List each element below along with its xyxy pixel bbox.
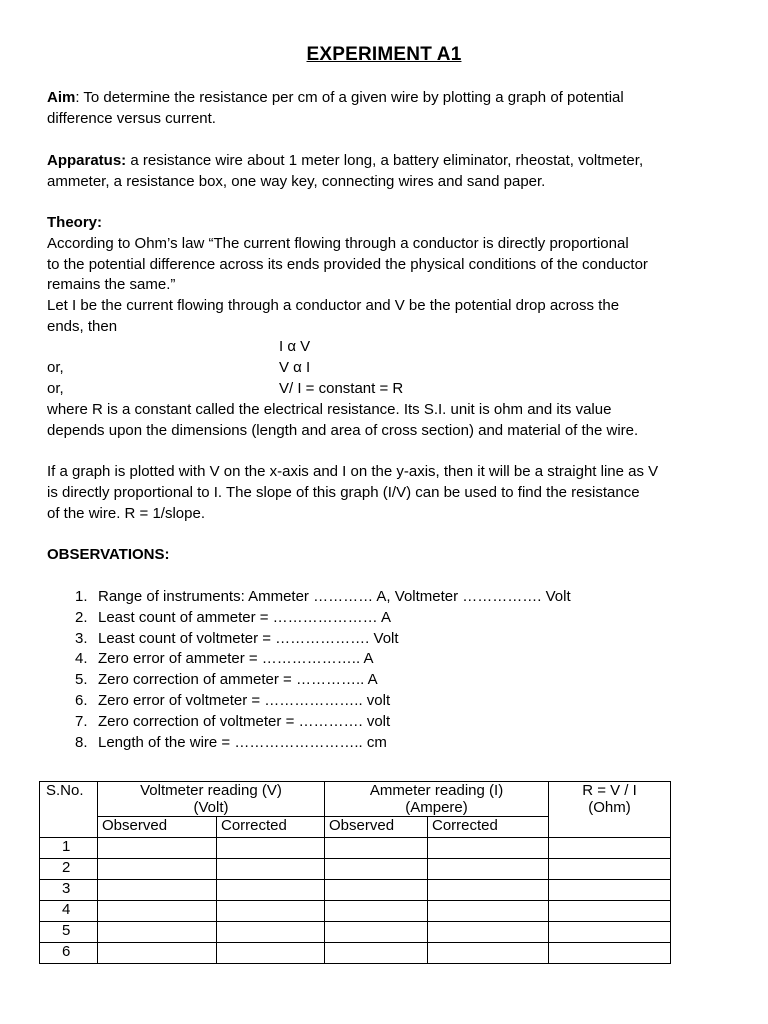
list-item-text: Least count of voltmeter = ………………. Volt [98,629,399,647]
table-row [40,943,671,964]
observations-heading: OBSERVATIONS: [47,546,170,563]
table-cell[interactable] [428,880,549,901]
graph-line-1: If a graph is plotted with V on the x-axis and I on the y-axis, then it will be a straight line as V [47,463,659,480]
header-ammeter [325,782,549,817]
table-cell[interactable] [549,880,671,901]
theory-line-5: ends, then [47,317,118,335]
list-item-text: Least count of ammeter = ………………… A [98,608,392,626]
theory-heading-line [47,213,737,234]
table-row [40,880,671,901]
equation-prefix: or, [47,380,64,397]
theory-line-2: to the potential difference across its ends provided the physical conditions of the conductor [47,255,648,273]
graph-line-2: is directly proportional to I. The slope of this graph (I/V) can be used to find the resistance [47,483,640,501]
definition-line-2: depends upon the dimensions (length and area of cross section) and material of the wire. [47,421,639,439]
header-voltmeter-line2: (Volt) [193,799,229,816]
graph-line-3: of the wire. R = 1/slope. [47,504,205,522]
apparatus-label: Apparatus: [47,152,127,169]
table-cell[interactable] [428,922,549,943]
list-item [75,608,571,629]
resistance-definition [47,400,737,442]
table-cell[interactable] [217,901,325,922]
apparatus-text-2: ammeter, a resistance box, one way key, connecting wires and sand paper. [47,172,546,190]
table-row [40,859,671,880]
table-cell[interactable] [98,922,217,943]
page-title: EXPERIMENT A1 [306,44,462,65]
table-cell[interactable] [428,901,549,922]
row-number: 5 [40,922,98,943]
list-item-text: Zero error of voltmeter = ……………….. volt [98,691,391,709]
table-cell[interactable] [549,838,671,859]
table-cell[interactable] [98,859,217,880]
list-item-number: 2. [75,608,88,626]
definition-line-1: where R is a constant called the electrical resistance. Its S.I. unit is ohm and its value [47,401,612,418]
theory-line-1: According to Ohm’s law “The current flowing through a conductor is directly proportional [47,234,629,252]
row-number: 1 [40,838,98,859]
list-item [75,649,571,670]
header-resistance-line1: R = V / I [582,782,637,799]
equation-row-3 [47,380,404,397]
list-item-number: 6. [75,691,88,709]
equation-expr: I α V [279,338,311,355]
list-item [75,670,571,691]
observations-list [75,587,571,753]
list-item [75,733,571,754]
list-item-text: Zero correction of ammeter = ………….. A [98,671,378,689]
list-item [75,691,571,712]
table-cell[interactable] [428,943,549,964]
subheader-i-observed: Observed [325,817,428,838]
subheader-v-corrected: Corrected [217,817,325,838]
row-number: 3 [40,880,98,901]
table-cell[interactable] [549,859,671,880]
table-cell[interactable] [325,838,428,859]
table-row [40,901,671,922]
observations-heading-wrap [47,545,737,566]
list-item [75,587,571,608]
graph-paragraph [47,462,737,524]
table-cell[interactable] [98,838,217,859]
row-number: 2 [40,859,98,880]
list-item [75,629,571,650]
table-cell[interactable] [217,943,325,964]
list-item-text: Zero correction of voltmeter = …………. volt [98,712,391,730]
table-cell[interactable] [428,838,549,859]
aim-label: Aim [47,89,76,106]
table-cell[interactable] [325,901,428,922]
list-item-number: 8. [75,733,88,751]
table-row [40,922,671,943]
header-voltmeter [98,782,325,817]
equation-expr: V/ I = constant = R [279,380,404,397]
list-item-number: 1. [75,588,88,605]
aim-text-1: : To determine the resistance per cm of a given wire by plotting a graph of potential [75,89,624,106]
theory-line-4: Let I be the current flowing through a conductor and V be the potential drop across the [47,297,620,315]
apparatus-paragraph [47,151,737,193]
table-cell[interactable] [98,901,217,922]
aim-paragraph [47,88,737,130]
table-cell[interactable] [549,943,671,964]
equation-row-2 [47,359,311,376]
header-resistance [549,782,671,838]
header-sno: S.No. [40,782,98,838]
table-cell[interactable] [325,859,428,880]
subheader-i-corrected: Corrected [428,817,549,838]
list-item-text: Range of instruments: Ammeter ………… A, Voltmeter ……………. Volt [98,588,571,605]
subheader-v-observed: Observed [98,817,217,838]
equation-prefix: or, [47,359,64,376]
observation-table [39,781,671,964]
table-cell[interactable] [217,838,325,859]
row-number: 6 [40,943,98,964]
table-cell[interactable] [549,901,671,922]
list-item-text: Length of the wire = …………………….. cm [98,733,387,751]
table-cell[interactable] [325,922,428,943]
table-row [40,838,671,859]
list-item-text: Zero error of ammeter = ……………….. A [98,650,374,668]
apparatus-line-1 [47,151,737,172]
table-cell[interactable] [98,943,217,964]
theory-paragraph [47,213,737,338]
row-number: 4 [40,901,98,922]
table-cell[interactable] [325,943,428,964]
header-ammeter-line1: Ammeter reading (I) [369,782,504,799]
header-ammeter-line2: (Ampere) [405,799,468,816]
list-item [75,712,571,733]
list-item-number: 7. [75,712,88,730]
table-header-row [40,782,671,817]
apparatus-text-1: a resistance wire about 1 meter long, a battery eliminator, rheostat, voltmeter, [126,152,644,169]
aim-text-2: difference versus current. [47,109,216,127]
header-resistance-line2: (Ohm) [588,799,631,816]
table-cell[interactable] [549,922,671,943]
list-item-number: 4. [75,650,88,668]
theory-line-3: remains the same.” [47,276,176,294]
table-cell[interactable] [217,922,325,943]
header-voltmeter-line1: Voltmeter reading (V) [140,782,282,799]
table-cell[interactable] [217,859,325,880]
table-cell[interactable] [428,859,549,880]
table-cell[interactable] [98,880,217,901]
list-item-number: 5. [75,671,88,689]
theory-heading: Theory: [47,214,103,231]
aim-line-1 [47,88,737,109]
list-item-number: 3. [75,629,88,647]
table-cell[interactable] [217,880,325,901]
equation-expr: V α I [279,359,311,376]
table-cell[interactable] [325,880,428,901]
